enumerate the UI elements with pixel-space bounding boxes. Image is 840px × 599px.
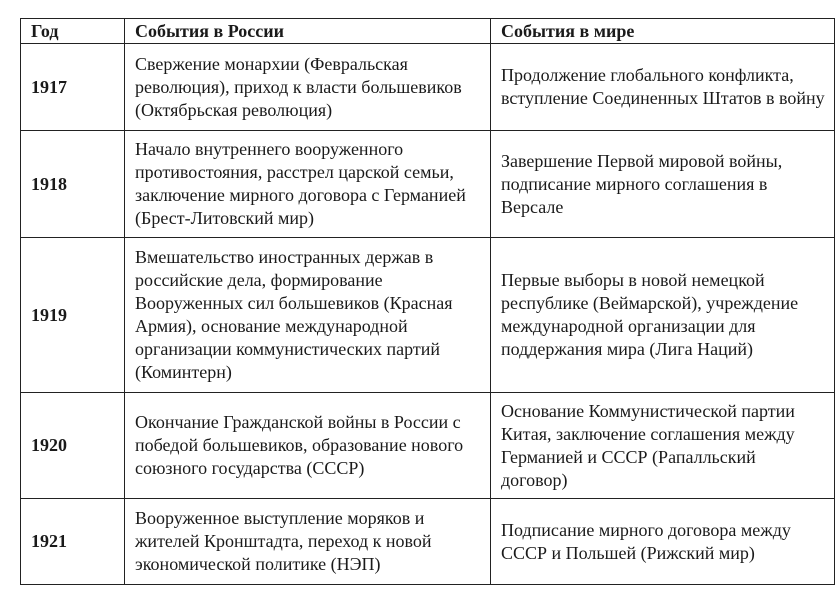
year-cell: 1920 [21,393,125,499]
world-events-cell: Первые выборы в новой немецкой республике (Веймарской), учреждение международной организации для поддержания мира (Лига Наций) [491,238,835,393]
year-cell: 1918 [21,131,125,238]
header-world-events: События в мире [491,19,835,44]
world-events-cell: Завершение Первой мировой войны, подписание мирного соглашения в Версале [491,131,835,238]
russia-events-cell: Вооруженное выступление моряков и жителей Кронштадта, переход к новой экономической политике (НЭП) [125,499,491,585]
table-row [21,44,835,131]
russia-events-cell: Свержение монархии (Февральская революция), приход к власти большевиков (Октябрьская революция) [125,44,491,131]
table-row [21,131,835,238]
world-events-cell: Основание Коммунистической партии Китая, заключение соглашения между Германией и СССР (Рапалльский договор) [491,393,835,499]
table-row [21,393,835,499]
world-events-cell: Подписание мирного договора между СССР и Польшей (Рижский мир) [491,499,835,585]
year-cell: 1919 [21,238,125,393]
year-cell: 1921 [21,499,125,585]
russia-events-cell: Вмешательство иностранных держав в российские дела, формирование Вооруженных сил большевиков (Красная Армия), основание международной организации коммунистических партий (Коминтерн) [125,238,491,393]
russia-events-cell: Начало внутреннего вооруженного противостояния, расстрел царской семьи, заключение мирного договора с Германией (Брест-Литовский мир) [125,131,491,238]
header-russia-events: События в России [125,19,491,44]
russia-events-cell: Окончание Гражданской войны в России с победой большевиков, образование нового союзного государства (СССР) [125,393,491,499]
world-events-cell: Продолжение глобального конфликта, вступление Соединенных Штатов в войну [491,44,835,131]
table-row [21,238,835,393]
table-row [21,499,835,585]
header-year: Год [21,19,125,44]
table-header-row [21,19,835,44]
events-table [20,18,835,585]
year-cell: 1917 [21,44,125,131]
